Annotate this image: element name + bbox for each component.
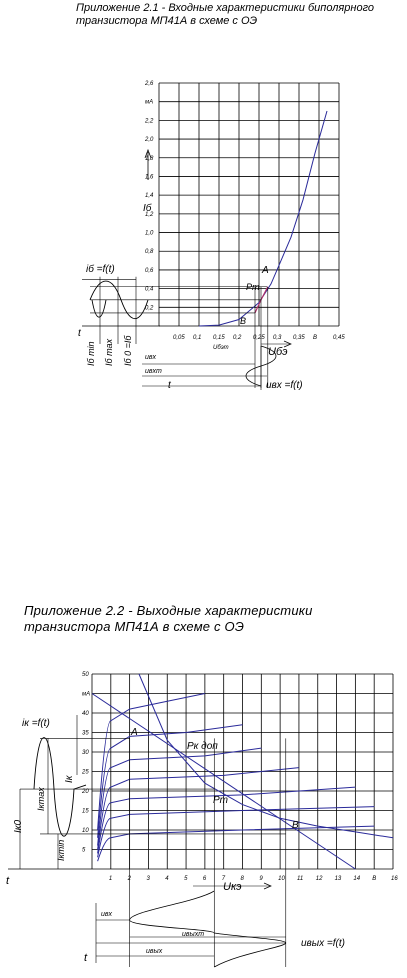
y-tick-label: 2,0 bbox=[145, 137, 154, 144]
caption-line: транзистора МП41А в схеме с ОЭ bbox=[24, 619, 245, 634]
x-tick-label: 0,2 bbox=[233, 335, 242, 341]
x-tick-label: 4 bbox=[165, 876, 169, 882]
x-tick-label: 12 bbox=[315, 876, 323, 882]
y-tick-label: 30 bbox=[82, 750, 89, 756]
label-u-vxm: uвхm bbox=[145, 368, 162, 375]
x-tick-label: В bbox=[313, 335, 318, 341]
label-ik-max: Iкmax bbox=[36, 787, 46, 811]
x-tick-label: 13 bbox=[334, 876, 342, 882]
label-u-vx-ft: uвх =f(t) bbox=[266, 380, 303, 391]
x-tick-label: 0,3 bbox=[273, 335, 282, 341]
label-ik-0: Iк0 bbox=[13, 819, 24, 833]
caption-line: Приложение 2.2 - Выходные характеристики bbox=[24, 603, 313, 618]
x-tick-label: 0,15 bbox=[213, 335, 225, 341]
y-tick-label: 1,2 bbox=[145, 211, 154, 218]
collector-current-sine bbox=[34, 738, 86, 837]
label-t-left: t bbox=[6, 875, 10, 887]
output-characteristic-curve bbox=[98, 768, 299, 850]
output-characteristic-curve bbox=[98, 826, 375, 861]
label-u-bem: Uбэm bbox=[213, 345, 229, 351]
y-tick-label: 15 bbox=[82, 808, 89, 815]
characteristic-curve bbox=[199, 111, 327, 326]
y-tick-label: 1,4 bbox=[145, 193, 154, 200]
y-tick-label: 25 bbox=[82, 769, 89, 776]
label-t-bottom: t bbox=[84, 952, 88, 964]
output-characteristic-curve bbox=[98, 694, 205, 831]
y-tick-label: 1,8 bbox=[145, 155, 154, 162]
label-ib-min: Iб min bbox=[86, 341, 96, 366]
x-tick-label: 1 bbox=[108, 876, 113, 882]
caption-line: транзистора МП41А в схеме с ОЭ bbox=[76, 15, 258, 27]
caption-appendix-2-1 bbox=[76, 2, 374, 28]
x-tick-label: 0,1 bbox=[193, 335, 202, 341]
label-u-vyxm: uвыхm bbox=[182, 931, 205, 938]
output-characteristic-curve bbox=[98, 725, 243, 838]
y-tick-label: 10 bbox=[82, 828, 89, 834]
y-tick-label: 0,6 bbox=[145, 267, 154, 274]
output-chart-ticks bbox=[81, 672, 398, 882]
point-P: Pт bbox=[246, 282, 260, 292]
point-B: B bbox=[240, 316, 247, 326]
label-u-vx: uвх bbox=[145, 354, 157, 361]
y-tick-label: 50 bbox=[82, 672, 89, 678]
label-t-bottom: t bbox=[168, 380, 171, 391]
y-tick-label: 20 bbox=[82, 789, 89, 795]
y-tick-label: мА bbox=[145, 99, 154, 106]
x-tick-label: 9 bbox=[259, 876, 263, 882]
label-ib-ft: iб =f(t) bbox=[86, 264, 115, 275]
output-characteristics-figure bbox=[0, 665, 407, 978]
label-ik-ft: iк =f(t) bbox=[22, 718, 50, 729]
label-u-vx: uвх bbox=[101, 911, 113, 918]
y-tick-label: 1,0 bbox=[145, 230, 154, 237]
y-tick-label: 2,2 bbox=[145, 118, 154, 125]
x-tick-label: 6 bbox=[202, 876, 207, 882]
y-tick-label: мА bbox=[82, 691, 91, 698]
x-tick-label: 0,35 bbox=[293, 335, 305, 341]
x-tick-label: 3 bbox=[146, 876, 150, 882]
label-t-left: t bbox=[78, 328, 81, 339]
base-current-sine-part bbox=[92, 300, 106, 317]
input-chart-curve bbox=[199, 111, 327, 326]
x-tick-label: 0,25 bbox=[253, 335, 265, 341]
label-ib-max: Iб max bbox=[104, 338, 114, 366]
label-u-be: Uбэ bbox=[268, 346, 288, 358]
output-voltage-sine bbox=[130, 891, 286, 967]
y-tick-label: 2,6 bbox=[145, 81, 154, 87]
label-ib-0: Iб 0 =Iб bbox=[123, 335, 133, 366]
ylabel-ib: Iб bbox=[143, 203, 152, 214]
label-u-ke: Uкэ bbox=[223, 881, 242, 893]
x-tick-label: 14 bbox=[353, 876, 361, 882]
x-tick-label: 2 bbox=[127, 876, 131, 882]
output-chart-construction bbox=[8, 715, 286, 967]
y-tick-label: 0,8 bbox=[145, 249, 154, 256]
y-tick-label: 1,6 bbox=[145, 174, 154, 181]
x-tick-label: 7 bbox=[221, 876, 226, 882]
y-tick-label: 35 bbox=[82, 730, 89, 737]
point-A: A bbox=[262, 265, 269, 276]
label-u-vyx-ft: uвых =f(t) bbox=[301, 938, 345, 949]
label-u-vyx: uвых bbox=[146, 948, 163, 955]
x-tick-label: 8 bbox=[240, 876, 244, 882]
x-tick-label: 0,45 bbox=[333, 335, 345, 341]
label-ik-min: Iкmin bbox=[56, 839, 66, 861]
point-P: Pт bbox=[213, 795, 228, 806]
output-chart-grid bbox=[92, 674, 393, 869]
input-characteristics-figure bbox=[0, 70, 407, 400]
x-tick-label: 0,05 bbox=[173, 335, 185, 341]
y-tick-label: 0,2 bbox=[145, 305, 154, 312]
x-tick-label: 11 bbox=[296, 876, 304, 882]
x-tick-label: 16 bbox=[391, 876, 398, 882]
y-tick-label: 40 bbox=[82, 711, 89, 717]
y-tick-label: 0,4 bbox=[145, 286, 154, 293]
x-tick-label: В bbox=[372, 876, 377, 882]
x-tick-label: 10 bbox=[278, 876, 285, 882]
label-ik: Iк bbox=[64, 775, 75, 783]
caption-line: Приложение 2.1 - Входные характеристики биполярного bbox=[76, 2, 374, 14]
point-A: A bbox=[131, 727, 138, 738]
caption-appendix-2-2 bbox=[24, 603, 313, 635]
y-tick-label: 5 bbox=[82, 847, 86, 854]
label-pk-dop: Pк доп bbox=[187, 741, 218, 752]
x-tick-label: 5 bbox=[184, 876, 188, 882]
point-B: B bbox=[292, 820, 299, 831]
